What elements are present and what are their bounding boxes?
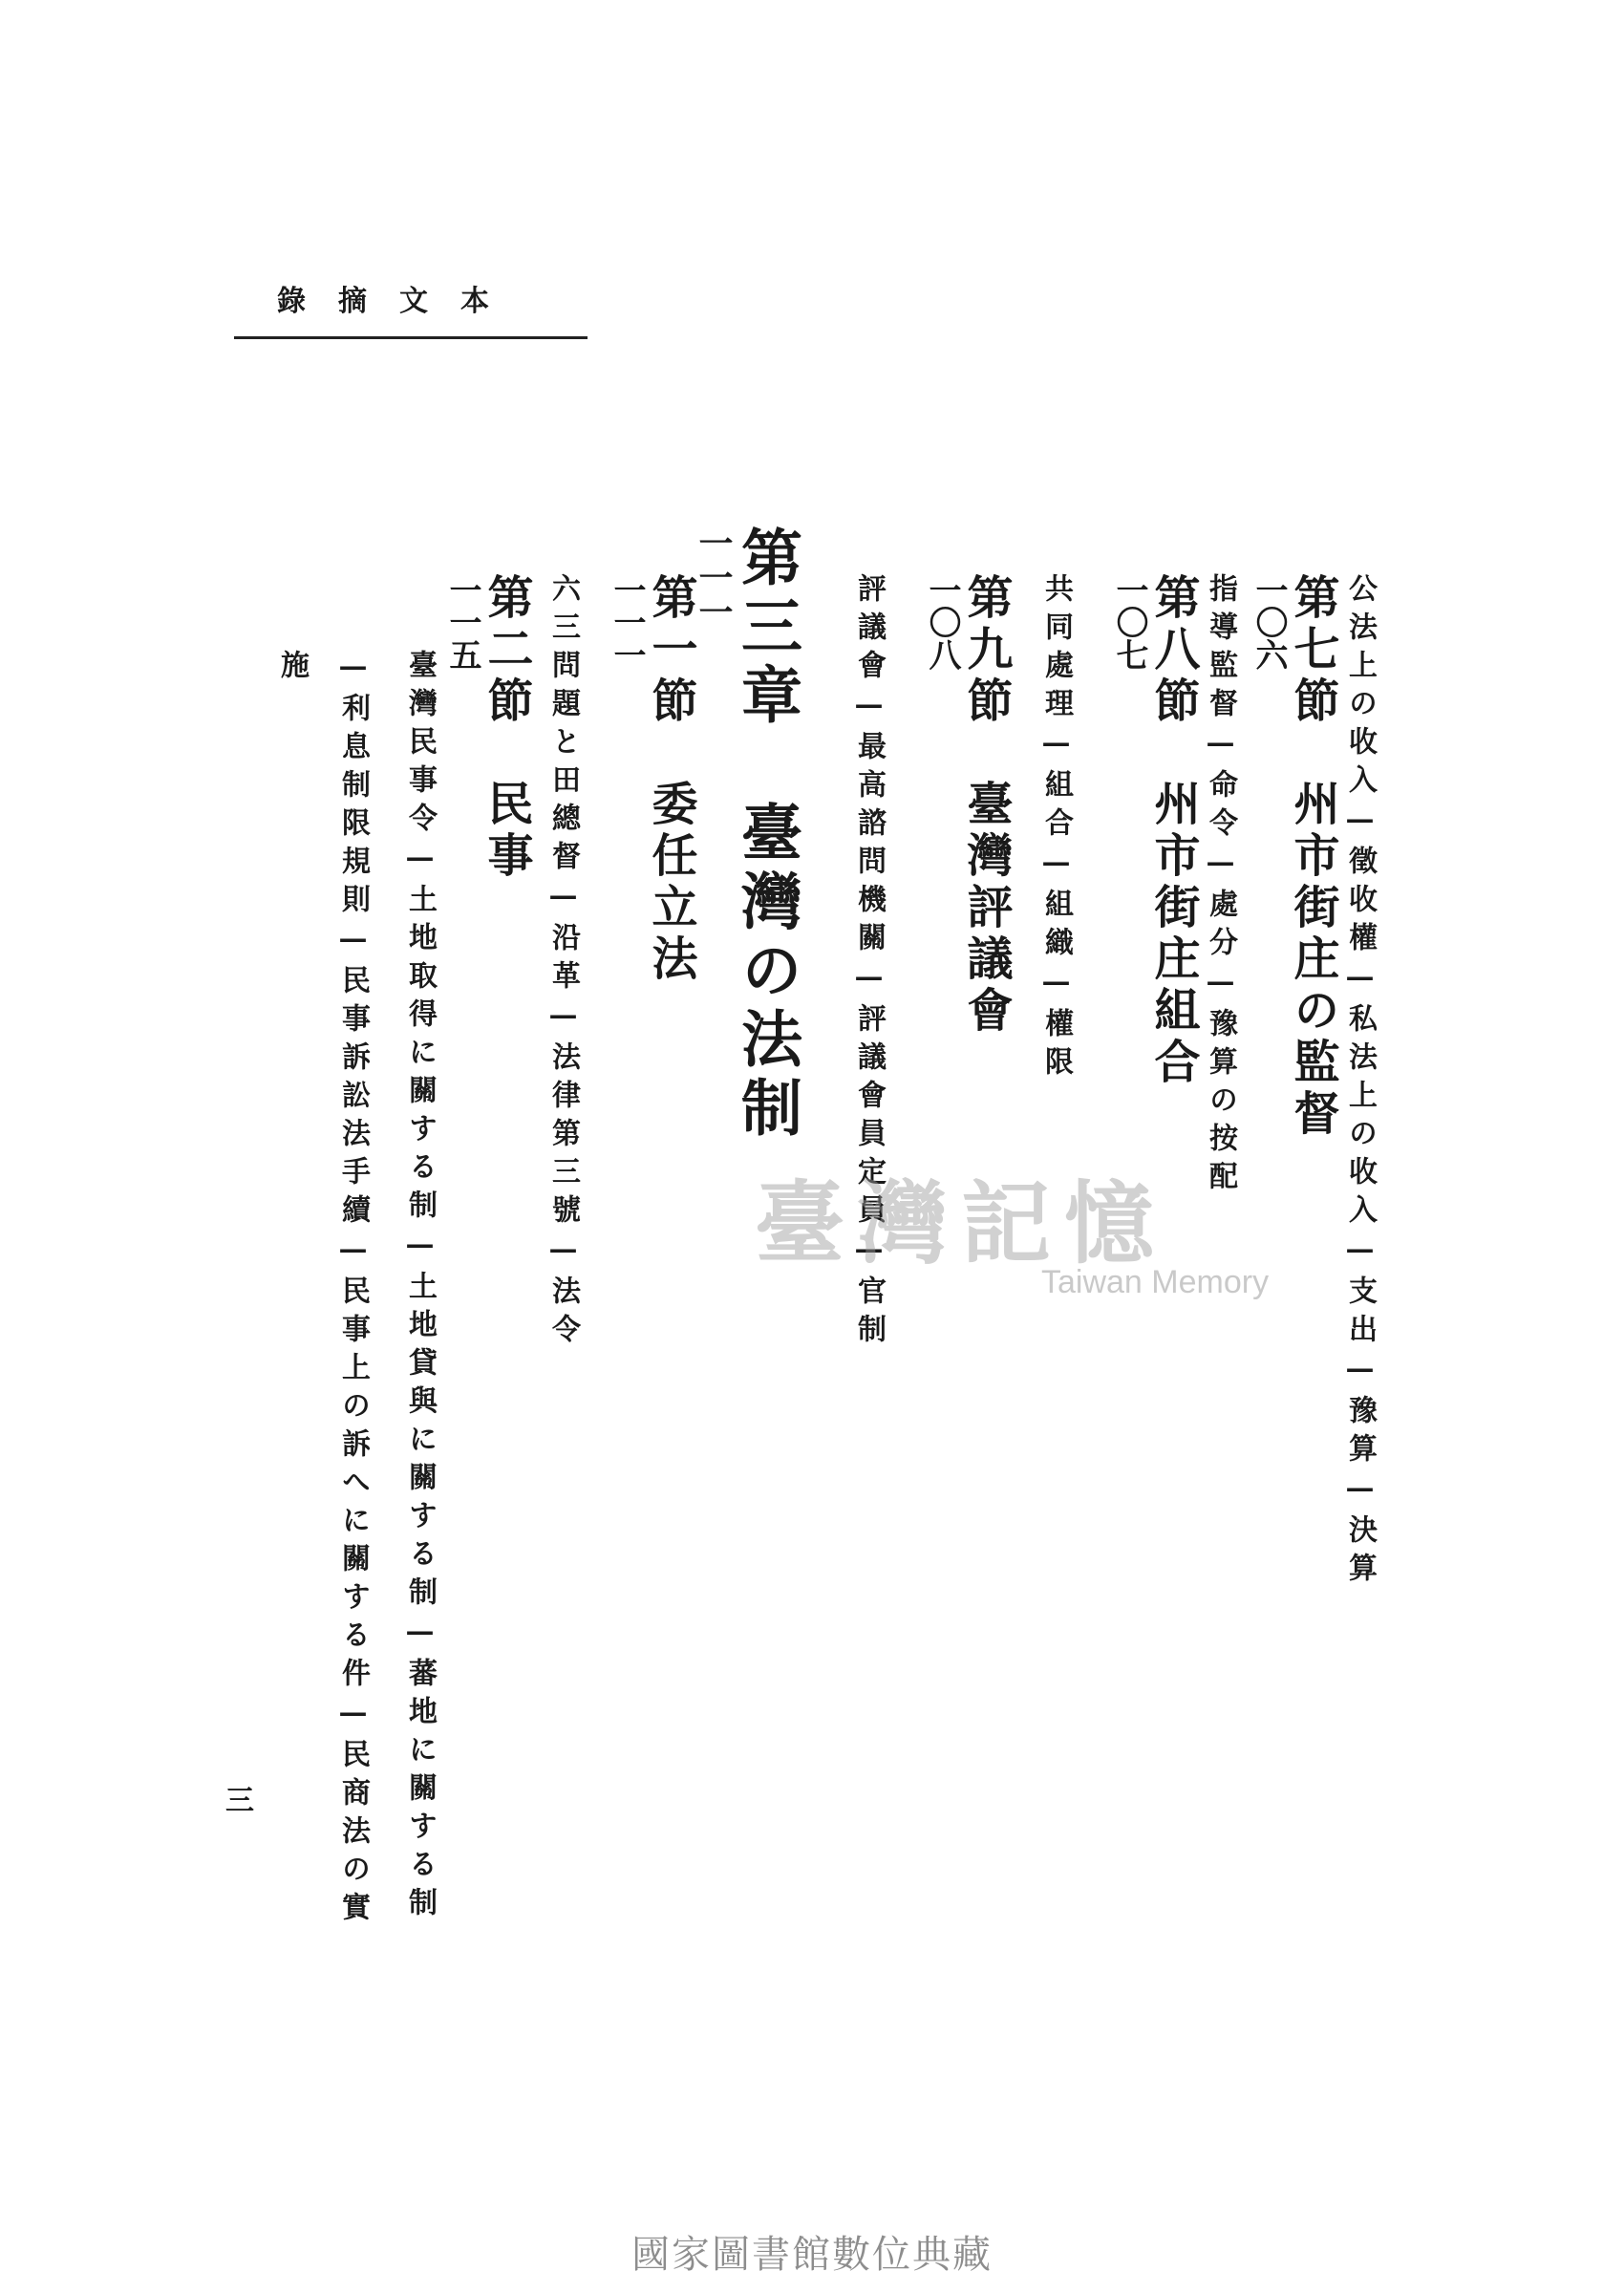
running-head-title: 本文摘錄 [277,285,522,318]
toc-summary-8: 施 [275,650,309,688]
watermark-title: 臺灣記憶 [755,1171,1168,1276]
page-folio: 三 [220,1785,253,1813]
toc-entry-title: 第二節 民事 [480,573,533,883]
toc-entry-title: 第三章 臺灣の法制 [731,525,802,1145]
toc-summary-3: 共同處理—組合—組織—權限 [1039,573,1073,1084]
watermark-subtitle: Taiwan Memory [1041,1264,1270,1300]
toc-entry-section-9[interactable] [923,573,1013,2052]
toc-entry-section-8[interactable] [1110,573,1200,2052]
footer-credit: 國家圖書館數位典藏 [631,2233,993,2277]
toc-summary-2: 指導監督—命令—處分—豫算の按配 [1204,573,1237,1199]
toc-entry-title: 第一節 委任立法 [644,573,697,986]
toc-page-number: 一〇七 [1110,573,1148,671]
toc-entry-chapter-3[interactable] [694,525,802,2052]
toc-entry-section-7[interactable] [1250,573,1339,2052]
toc-entry-section-2[interactable] [443,573,533,2052]
toc-entry-title: 第八節 州市街庄組合 [1146,573,1200,1089]
header-rule [234,336,588,339]
toc-page-number: 一一五 [443,573,481,671]
toc-summary-5: 六三問題と田總督—沿革—法律第三號—法令 [546,573,580,1352]
toc-entry-title: 第九節 臺灣評議會 [959,573,1013,1038]
toc-summary-6: 臺灣民事令—土地取得に關する制—土地貸與に關する制—蕃地に關する制 [403,650,437,1925]
toc-page-number: 一〇八 [923,573,961,671]
toc-entry-section-1[interactable] [608,573,697,2052]
toc-summary-4: 評議會—最高諮問機關—評議會員定員—官制 [852,573,886,1352]
toc-page-number: 一一一 [694,525,734,629]
toc-summary-1: 公法上の收入—徵收權—私法上の收入—支出—豫算—決算 [1343,573,1377,1591]
toc-summary-7: —利息制限規則—民事訴訟法手續—民事上の訴へに關する件—民商法の實 [336,650,370,1930]
toc-page-number: 一〇六 [1250,573,1288,671]
toc-page-number: 一一一 [608,573,646,671]
toc-entry-title: 第七節 州市街庄の監督 [1286,573,1339,1141]
